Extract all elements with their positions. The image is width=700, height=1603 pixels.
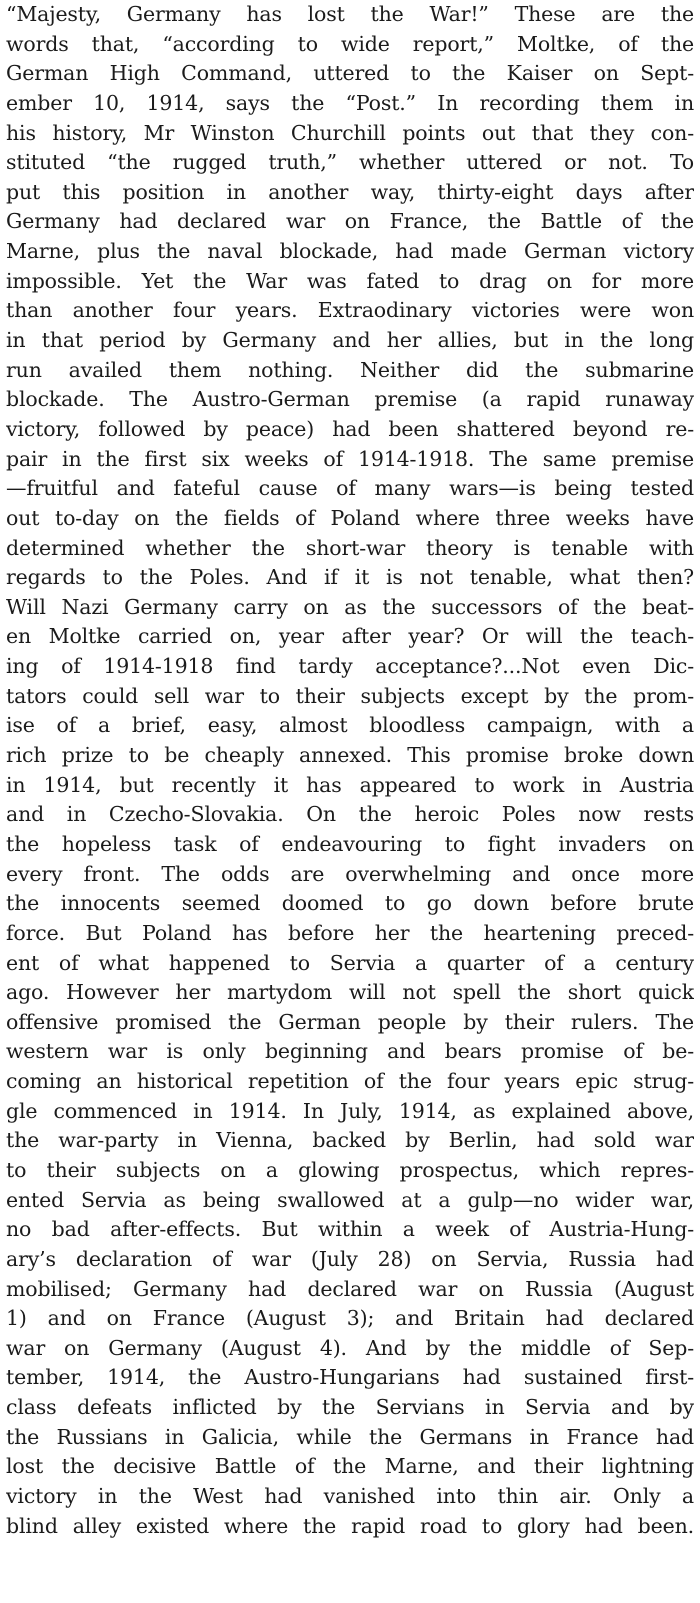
text-line: ise of a brief, easy, almost bloodless campaign, with a <box>6 713 694 738</box>
text-line: class defeats inflicted by the Servians in Servia and by <box>6 1395 694 1420</box>
text-line: tember, 1914, the Austro-Hungarians had sustained first- <box>6 1365 694 1390</box>
text-line: the war-party in Vienna, backed by Berlin, had sold war <box>6 1128 694 1153</box>
text-line: victory, followed by peace) had been shattered beyond re- <box>6 416 694 441</box>
text-line: pair in the first six weeks of 1914-1918. The same premise <box>6 446 694 471</box>
text-line: his history, Mr Winston Churchill points out that they con- <box>6 120 694 145</box>
text-line: ented Servia as being swallowed at a gulp—no wider war, <box>6 1187 694 1212</box>
text-line: out to-day on the fields of Poland where three weeks have <box>6 505 694 530</box>
text-line: force. But Poland has before her the heartening preced- <box>6 920 694 945</box>
text-line: blockade. The Austro-German premise (a rapid runaway <box>6 387 694 412</box>
text-line: impossible. Yet the War was fated to drag on for more <box>6 268 694 293</box>
text-line: en Moltke carried on, year after year? Or will the teach- <box>6 624 694 649</box>
text-line: —fruitful and fateful cause of many wars—is being tested <box>6 476 694 501</box>
article-column <box>6 0 694 1541</box>
text-line: German High Command, uttered to the Kaiser on Sept- <box>6 61 694 86</box>
text-line: no bad after-effects. But within a week of Austria-Hung- <box>6 1217 694 1242</box>
text-line: tators could sell war to their subjects except by the prom- <box>6 683 694 708</box>
text-line: “Majesty, Germany has lost the War!” These are the <box>6 2 694 26</box>
text-line: lost the decisive Battle of the Marne, and their lightning <box>6 1454 694 1479</box>
text-line: ent of what happened to Servia a quarter of a century <box>6 950 694 975</box>
text-line: victory in the West had vanished into thin air. Only a <box>6 1484 694 1509</box>
text-line: and in Czecho-Slovakia. On the heroic Poles now rests <box>6 802 694 827</box>
text-line: to their subjects on a glowing prospectus, which repres- <box>6 1157 694 1182</box>
text-line: Germany had declared war on France, the Battle of the <box>6 209 694 234</box>
text-line: Marne, plus the naval blockade, had made German victory <box>6 239 694 264</box>
text-line: in 1914, but recently it has appeared to work in Austria <box>6 772 694 797</box>
text-line: words that, “according to wide report,” Moltke, of the <box>6 31 694 56</box>
text-line: western war is only beginning and bears promise of be- <box>6 1039 694 1064</box>
text-line: war on Germany (August 4). And by the middle of Sep- <box>6 1335 694 1360</box>
text-line: the hopeless task of endeavouring to fight invaders on <box>6 831 694 856</box>
text-line: coming an historical repetition of the four years epic strug- <box>6 1069 694 1094</box>
text-line: the innocents seemed doomed to go down before brute <box>6 891 694 916</box>
text-line: than another four years. Extraodinary victories were won <box>6 298 694 323</box>
text-line: ing of 1914-1918 find tardy acceptance?...Not even Dic- <box>6 654 694 679</box>
text-line: mobilised; Germany had declared war on Russia (August <box>6 1276 694 1301</box>
text-line: blind alley existed where the rapid road to glory had been. <box>6 1513 694 1538</box>
text-line: ary’s declaration of war (July 28) on Servia, Russia had <box>6 1246 694 1271</box>
text-line: Will Nazi Germany carry on as the successors of the beat- <box>6 594 694 619</box>
text-line: 1) and on France (August 3); and Britain had declared <box>6 1306 694 1331</box>
text-line: gle commenced in 1914. In July, 1914, as explained above, <box>6 1098 694 1123</box>
text-line: ago. However her martydom will not spell the short quick <box>6 980 694 1005</box>
text-line: the Russians in Galicia, while the Germans in France had <box>6 1424 694 1449</box>
text-line: run availed them nothing. Neither did the submarine <box>6 357 694 382</box>
text-line: ember 10, 1914, says the “Post.” In recording them in <box>6 90 694 115</box>
text-line: rich prize to be cheaply annexed. This promise broke down <box>6 743 694 768</box>
text-line: put this position in another way, thirty-eight days after <box>6 179 694 204</box>
text-line: in that period by Germany and her allies, but in the long <box>6 328 694 353</box>
text-line: offensive promised the German people by their rulers. The <box>6 1009 694 1034</box>
text-line: every front. The odds are overwhelming and once more <box>6 861 694 886</box>
text-line: regards to the Poles. And if it is not tenable, what then? <box>6 565 694 590</box>
text-line: determined whether the short-war theory is tenable with <box>6 535 694 560</box>
text-line: stituted “the rugged truth,” whether uttered or not. To <box>6 150 694 175</box>
